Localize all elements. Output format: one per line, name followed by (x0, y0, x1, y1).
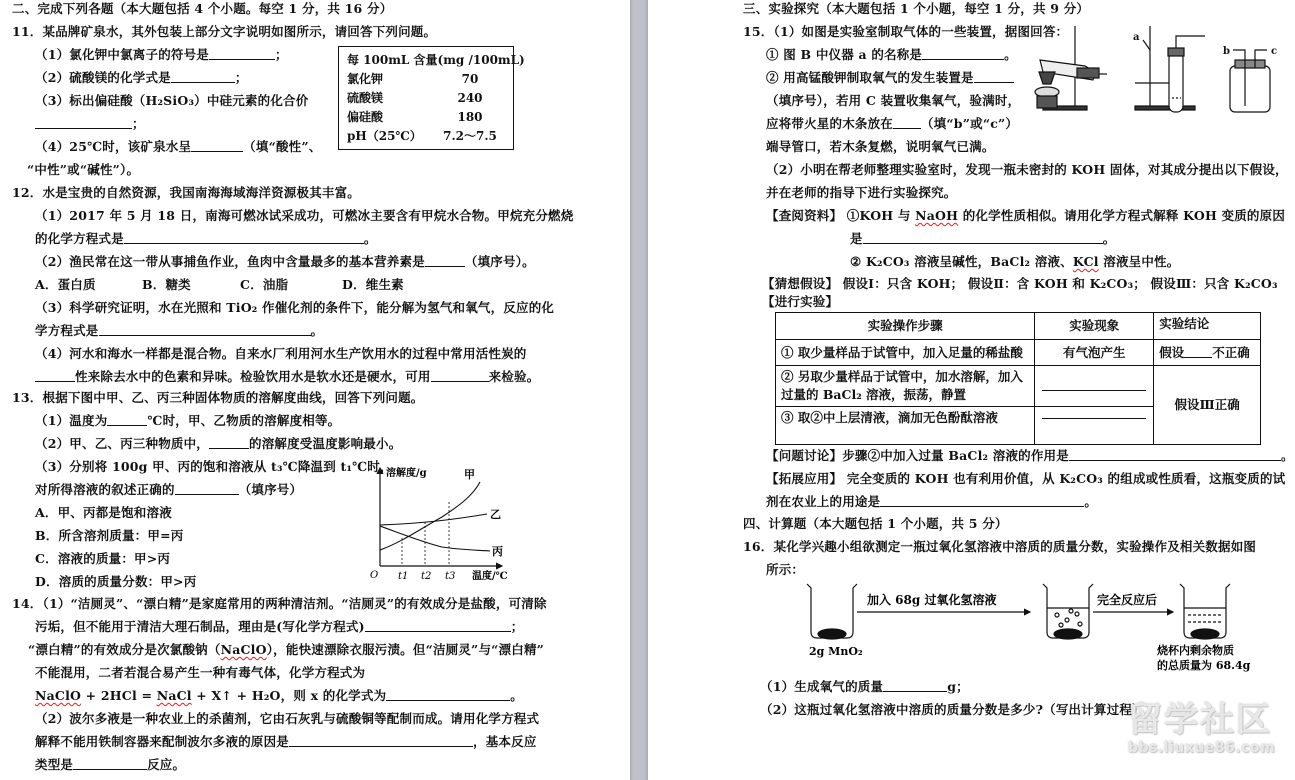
table-header-row (776, 313, 1261, 340)
q15-sub2-line3: 应将带火星的木条放在 （填“b”或“c”） (766, 116, 1019, 131)
answer-blank[interactable] (386, 688, 510, 701)
label-row: 偏硅酸 180 (347, 110, 483, 124)
q15-sub1: ① 图 B 中仪器 a 的名称是 。 (766, 47, 1017, 62)
answer-blank[interactable] (35, 369, 75, 382)
series-label-jia: 甲 (464, 468, 475, 481)
problem-discussion: 【问题讨论】步骤②中加入过量 BaCl₂ 溶液的作用是 。 (766, 448, 1294, 463)
q16-stem-line2: 所示： (766, 562, 805, 577)
left-page (0, 0, 630, 780)
q15-sub2-line2: （填序号），若用 C 装置收集氧气，验满时， (766, 93, 1021, 108)
q13-option-d: D．溶质的质量分数：甲>丙 (35, 574, 197, 589)
answer-blank[interactable] (425, 254, 465, 267)
reference-info-2: ② K₂CO₃ 溶液呈碱性，BaCl₂ 溶液、KCl 溶液呈中性。 (850, 254, 1180, 269)
q13-option-c: C．溶液的质量：甲>丙 (35, 551, 171, 566)
answer-blank[interactable] (431, 369, 489, 382)
apparatus-c (1223, 46, 1277, 112)
extension-line2: 剂在农业上的用途是 。 (766, 494, 1098, 509)
answer-blank[interactable] (175, 482, 239, 495)
q11-part4-line2: “中性”或“碱性”）。 (27, 162, 140, 177)
q12-part1-line1: （1）2017 年 5 月 18 日，南海可燃冰试采成功，可燃冰主要含有甲烷水合物。甲烷充分燃烧 (35, 208, 574, 223)
reference-info-1-line2: 是 。 (850, 231, 1116, 246)
hypotheses: 【猜想假设】 假设Ⅰ：只含 KOH； 假设Ⅱ：含 KOH 和 K₂CO₃； 假设Ⅲ：只含 K₂CO₃ (762, 276, 1278, 291)
answer-blank[interactable] (289, 734, 473, 747)
origin-label: O (370, 570, 379, 581)
q15-stem: 15．（1）如图是实验室制取气体的一些装置，据图回答： (743, 24, 1069, 39)
answer-blank[interactable] (209, 436, 249, 449)
q12-part4-line2: 性来除去水中的色素和异味。检验饮用水是软水还是硬水，可用 来检验。 (35, 369, 539, 385)
q12-part4-line1: （4）河水和海水一样都是混合物。自来水厂利用河水生产饮用水的过程中常用活性炭的 (35, 346, 527, 361)
arrow-1-label: 加入 68g 过氧化氢溶液 (867, 593, 997, 607)
answer-blank[interactable] (209, 47, 275, 60)
answer-blank[interactable] (191, 139, 243, 152)
header-steps: 实验操作步骤 (776, 313, 1035, 340)
curve-bing (380, 526, 490, 551)
phenomenon-3[interactable] (1035, 407, 1154, 445)
q16-part2: （2）这瓶过氧化氢溶液中溶质的质量分数是多少?（写出计算过程） (760, 702, 1145, 717)
conclusion-1: 假设 不正确 (1154, 340, 1261, 366)
answer-blank[interactable] (893, 116, 921, 129)
q11-part1: （1）氯化钾中氯离子的符号是 ； (35, 47, 288, 62)
header-phenomenon: 实验现象 (1035, 313, 1154, 340)
q12-part3-line1: （3）科学研究证明，水在光照和 TiO₂ 作催化剂的条件下，能分解为氢气和氧气，反应的化 (35, 300, 555, 315)
answer-blank[interactable] (880, 494, 1084, 507)
phenomenon-2[interactable] (1035, 366, 1154, 407)
apparatus-a (1035, 26, 1107, 110)
answer-blank[interactable] (35, 116, 132, 129)
apparatus-label-b: b (1223, 46, 1230, 57)
mineral-water-label-box (338, 46, 525, 150)
q15-sub2: ② 用高锰酸钾制取氧气的发生装置是 (766, 70, 1014, 86)
q13-part2: （2）甲、乙、丙三种物质中， 的溶解度受温度影响最小。 (35, 436, 402, 451)
experiment-title: 【进行实验】 (762, 294, 839, 309)
header-conclusion: 实验结论 (1154, 313, 1261, 340)
q13-option-b: B．所含溶剂质量：甲=丙 (35, 528, 184, 543)
answer-blank[interactable] (124, 231, 364, 244)
q11-stem: 11．某品牌矿泉水，其外包装上部分文字说明如图所示，请回答下列问题。 (12, 24, 437, 39)
solubility-curve-chart (362, 462, 522, 587)
q14-line4: 不能混用，二者若混合易产生一种有毒气体，化学方程式为 (35, 665, 366, 680)
tick-t2: t2 (421, 571, 432, 582)
answer-blank[interactable] (883, 679, 947, 692)
q11-part2: （2）硫酸镁的化学式是 ； (35, 70, 248, 85)
tick-t1: t1 (398, 571, 409, 582)
page-gutter-divider (630, 0, 648, 780)
reference-info-1: 【查阅资料】 ①KOH 与 NaOH 的化学性质相似。请用化学方程式解释 KOH 变质的原因 (766, 208, 1286, 223)
step-2: ② 另取少量样品于试管中，加水溶解，加入 过量的 BaCl₂ 溶液，振荡，静置 (776, 366, 1035, 407)
curve-jia (380, 482, 480, 550)
answer-blank[interactable] (171, 70, 235, 83)
table-row (776, 340, 1261, 366)
q14-part2-line2: 解释不能用铁制容器来配制波尔多液的原因是 ，基本反应 (35, 734, 537, 749)
x-axis-label: 温度/℃ (472, 571, 508, 582)
phenomenon-1: 有气泡产生 (1035, 340, 1154, 366)
curve-yi (380, 514, 487, 525)
q11-part4: （4）25℃时，该矿泉水呈 （填“酸性”、 (35, 139, 322, 154)
series-label-yi: 乙 (490, 508, 501, 521)
conclusion-merged: 假设Ⅲ正确 (1154, 366, 1261, 445)
answer-blank[interactable] (107, 413, 147, 426)
beaker-3-label-line2: 的总质量为 68.4g (1157, 659, 1251, 672)
series-label-bing: 丙 (492, 545, 503, 558)
q13-part1: （1）温度为 ℃时，甲、乙物质的溶解度相等。 (35, 413, 341, 428)
q11-part3: （3）标出偏硅酸（H₂SiO₃）中硅元素的化合价 (35, 93, 309, 108)
q16-part1: （1）生成氧气的质量 g； (760, 679, 969, 694)
apparatus-label-c: c (1271, 46, 1278, 57)
table-row (776, 366, 1261, 407)
step-1: ① 取少量样品于试管中，加入足量的稀盐酸 (776, 340, 1035, 366)
answer-blank[interactable] (73, 757, 147, 770)
section-3-title: 三、实验探究（本大题包括 1 个小题，每空 1 分，共 9 分） (743, 1, 1090, 16)
label-row: 氯化钾 70 (347, 72, 479, 86)
q13-part3-line1: （3）分别将 100g 甲、丙的饱和溶液从 t₃℃降温到 t₁℃时， (35, 459, 393, 474)
q12-part2: （2）渔民常在这一带从事捕鱼作业，鱼肉中含量最多的基本营养素是 （填序号）。 (35, 254, 535, 269)
answer-blank[interactable] (1184, 345, 1212, 358)
q13-option-a: A．甲、丙都是饱和溶液 (35, 505, 172, 520)
q14-line1: 14．（1）“洁厕灵”、“漂白精”是家庭常用的两种清洁剂。“洁厕灵”的有效成分是盐酸，可清除 (12, 596, 547, 611)
label-header: 每 100mL 含量(mg /100mL) (347, 53, 525, 67)
step-3: ③ 取②中上层清液，滴加无色酚酞溶液 (776, 407, 1035, 445)
q12-part3-line2: 学方程式是 。 (35, 323, 324, 338)
extension-line1: 【拓展应用】 完全变质的 KOH 也有利用价值，从 K₂CO₃ 的组成或性质看，这瓶变质的试 (766, 471, 1286, 486)
answer-blank[interactable] (863, 231, 1103, 244)
apparatus-label-a: a (1133, 32, 1140, 43)
q14-part2-line1: （2）波尔多液是一种农业上的杀菌剂，它由石灰乳与硫酸铜等配制而成。请用化学方程式 (35, 711, 540, 726)
q11-part3-blank: ； (35, 116, 145, 132)
lab-apparatus-figure (1015, 22, 1295, 122)
answer-blank[interactable] (1069, 448, 1281, 461)
section-4-title: 四、计算题（本大题包括 1 个小题，共 5 分） (743, 516, 1008, 531)
reaction-beaker-figure (795, 580, 1255, 675)
q14-line3: “漂白精”的有效成分是次氯酸钠（NaClO），能快速漂除衣服污渍。但“洁厕灵”与“漂白精” (28, 642, 545, 657)
q13-stem: 13．根据下图中甲、乙、丙三种固体物质的溶解度曲线，回答下列问题。 (12, 390, 424, 405)
label-row: pH（25℃） 7.2～7.5 (347, 129, 497, 143)
q14-line2: 污垢，但不能用于清洁大理石制品，理由是(写化学方程式) ； (35, 619, 524, 634)
answer-blank[interactable] (922, 47, 1004, 60)
label-row: 硫酸镁 240 (347, 91, 483, 105)
q16-stem-line1: 16．某化学兴趣小组欲测定一瓶过氧化氢溶液中溶质的质量分数，实验操作及相关数据如图 (743, 539, 1257, 554)
answer-blank[interactable] (365, 619, 511, 632)
q14-part2-line3: 类型是 反应。 (35, 757, 186, 772)
answer-blank[interactable] (99, 323, 311, 336)
q15-part2-line2: 并在老师的指导下进行实验探究。 (766, 185, 957, 200)
arrow-2-label: 完全反应后 (1097, 593, 1158, 607)
q14-equation-line: NaClO + 2HCl = NaCl + X↑ + H₂O，则 x 的化学式为 。 (35, 688, 523, 703)
q13-part3-line2: 对所得溶液的叙述正确的 （填序号） (35, 482, 303, 497)
q12-options: A．蛋白质 B．糖类 C．油脂 D．维生素 (35, 277, 404, 292)
answer-blank[interactable] (974, 70, 1014, 83)
apparatus-b (1133, 26, 1205, 112)
q12-stem: 12．水是宝贵的自然资源，我国南海海域海洋资源极其丰富。 (12, 185, 360, 200)
site-watermark: 留学社区 bbs.liuxue86.com (1128, 700, 1276, 756)
section-2-title: 二、完成下列各题（本大题包括 4 个小题。每空 1 分，共 16 分） (12, 1, 393, 16)
q15-sub2-line4: 端导管口，若木条复燃，说明氧气已满。 (766, 139, 995, 154)
q15-part2-line1: （2）小明在帮老师整理实验室时，发现一瓶未密封的 KOH 固体，对其成分提出以下假设， (766, 162, 1288, 177)
beaker-3-label-line1: 烧杯内剩余物质 (1157, 644, 1234, 657)
beaker-1-label: 2g MnO₂ (809, 645, 863, 658)
tick-t3: t3 (445, 571, 456, 582)
q12-part1-line2: 的化学方程式是 。 (35, 231, 377, 246)
y-axis-label: 溶解度/g (386, 468, 427, 479)
answer-blank[interactable] (1042, 381, 1146, 391)
experiment-table (775, 312, 1261, 445)
answer-blank[interactable] (1042, 409, 1146, 419)
